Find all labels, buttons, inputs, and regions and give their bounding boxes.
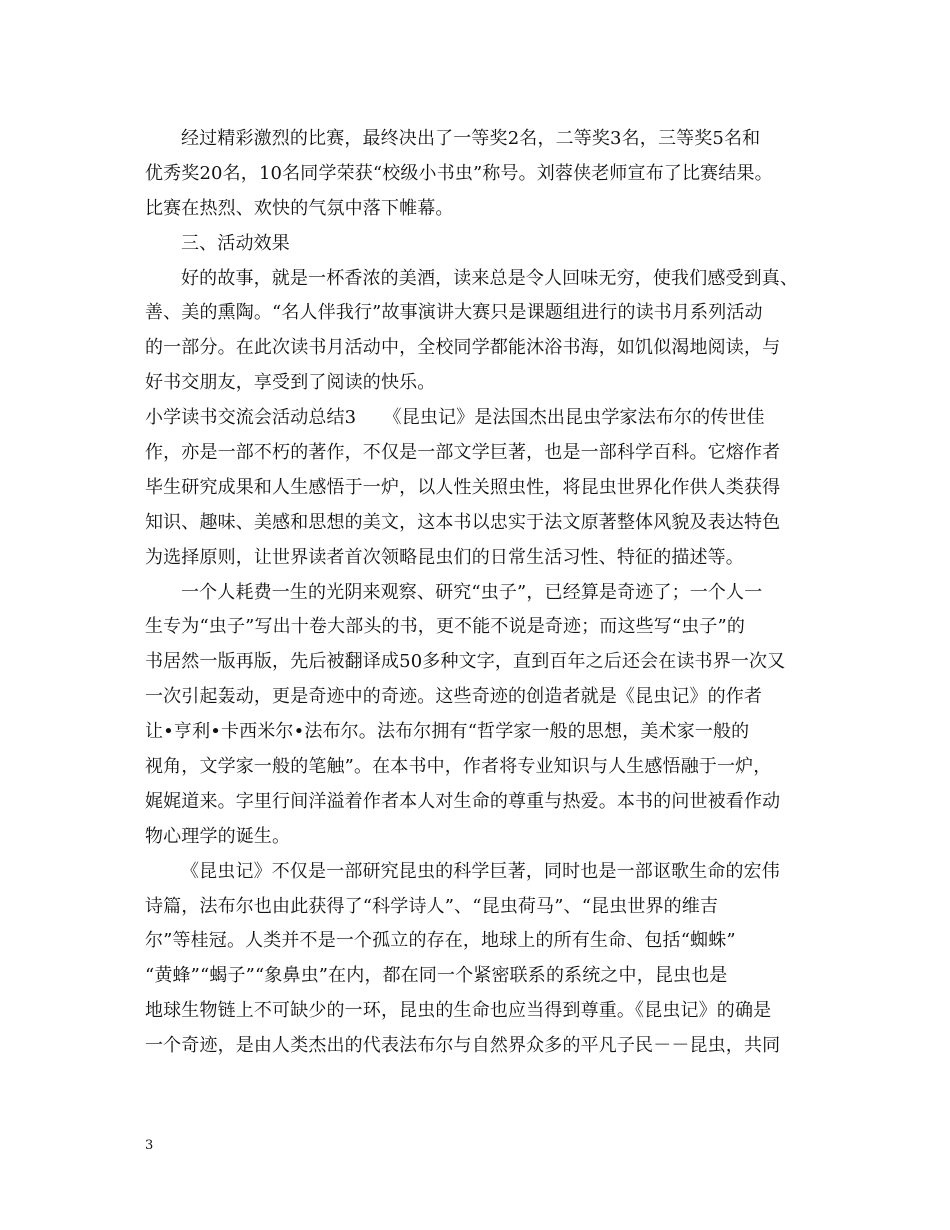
text-line: 优秀奖20名，10名同学荣获“校级小书虫”称号。刘蓉侠老师宣布了比赛结果。 [145,162,773,184]
text-line: 让•亨利•卡西米尔•法布尔。法布尔拥有“哲学家一般的思想，美术家一般的 [145,721,750,743]
text-line: 一个奇迹，是由人类杰出的代表法布尔与自然界众多的平凡子民－－昆虫，共同 [145,1035,781,1057]
text-line: 三、活动效果 [181,232,290,254]
text-line: 物心理学的诞生。 [145,825,291,847]
text-line: 娓娓道来。字里行间洋溢着作者本人对生命的尊重与热爱。本书的问世被看作动 [145,790,781,812]
text-line: 视角，文学家一般的笔触”。在本书中，作者将专业知识与人生感悟融于一炉， [145,756,772,778]
text-line: 的一部分。在此次读书月活动中，全校同学都能沐浴书海，如饥似渴地阅读，与 [145,337,781,359]
text-line: 书居然一版再版，先后被翻译成50多种文字，直到百年之后还会在读书界一次又 [145,651,786,673]
text-line: 比赛在热烈、欢快的气氛中落下帷幕。 [145,197,454,219]
text-line: 一次引起轰动，更是奇迹中的奇迹。这些奇迹的创造者就是《昆虫记》的作者 [145,686,763,708]
text-line: 经过精彩激烈的比赛，最终决出了一等奖2名，二等奖3名，三等奖5名和 [181,128,761,149]
page-number: 3 [145,1138,154,1153]
text-line: 作，亦是一部不朽的著作，不仅是一部文学巨著，也是一部科学百科。它熔作者 [145,442,781,464]
text-line: 为选择原则，让世界读者首次领略昆虫们的日常生活习性、特征的描述等。 [145,546,744,568]
text-line: 知识、趣味、美感和思想的美文，这本书以忠实于法文原著整体风貌及表达特色 [145,511,781,533]
text-line: 小学读书交流会活动总结3 《昆虫记》是法国杰出昆虫学家法布尔的传世佳 [145,407,765,429]
text-line: 一个人耗费一生的光阴来观察、研究“虫子”，已经算是奇迹了；一个人一 [181,581,763,603]
text-line: 尔”等桂冠。人类并不是一个孤立的存在，地球上的所有生命、包括“蜘蛛” [145,930,736,952]
text-line: 善、美的熏陶。“名人伴我行”故事演讲大赛只是课题组进行的读书月系列活动 [145,302,763,324]
body-text [145,122,810,1064]
text-line: 地球生物链上不可缺少的一环，昆虫的生命也应当得到尊重。《昆虫记》的确是 [145,1000,772,1022]
text-line: 毕生研究成果和人生感悟于一炉，以人性关照虫性，将昆虫世界化作供人类获得 [145,476,781,498]
text-line: 诗篇，法布尔也由此获得了“科学诗人”、“昆虫荷马”、“昆虫世界的维吉 [145,895,719,917]
text-line: 《昆虫记》不仅是一部研究昆虫的科学巨著，同时也是一部讴歌生命的宏伟 [181,860,780,882]
text-line: 生专为“虫子”写出十卷大部头的书，更不能不说是奇迹；而这些写“虫子”的 [145,616,746,638]
text-line: “黄蜂”“蝎子”“象鼻虫”在内，都在同一个紧密联系的系统之中，昆虫也是 [145,965,728,987]
text-line: 好的故事，就是一杯香浓的美酒，读来总是令人回味无穷，使我们感受到真、 [181,267,799,289]
text-line: 好书交朋友，享受到了阅读的快乐。 [145,372,436,394]
